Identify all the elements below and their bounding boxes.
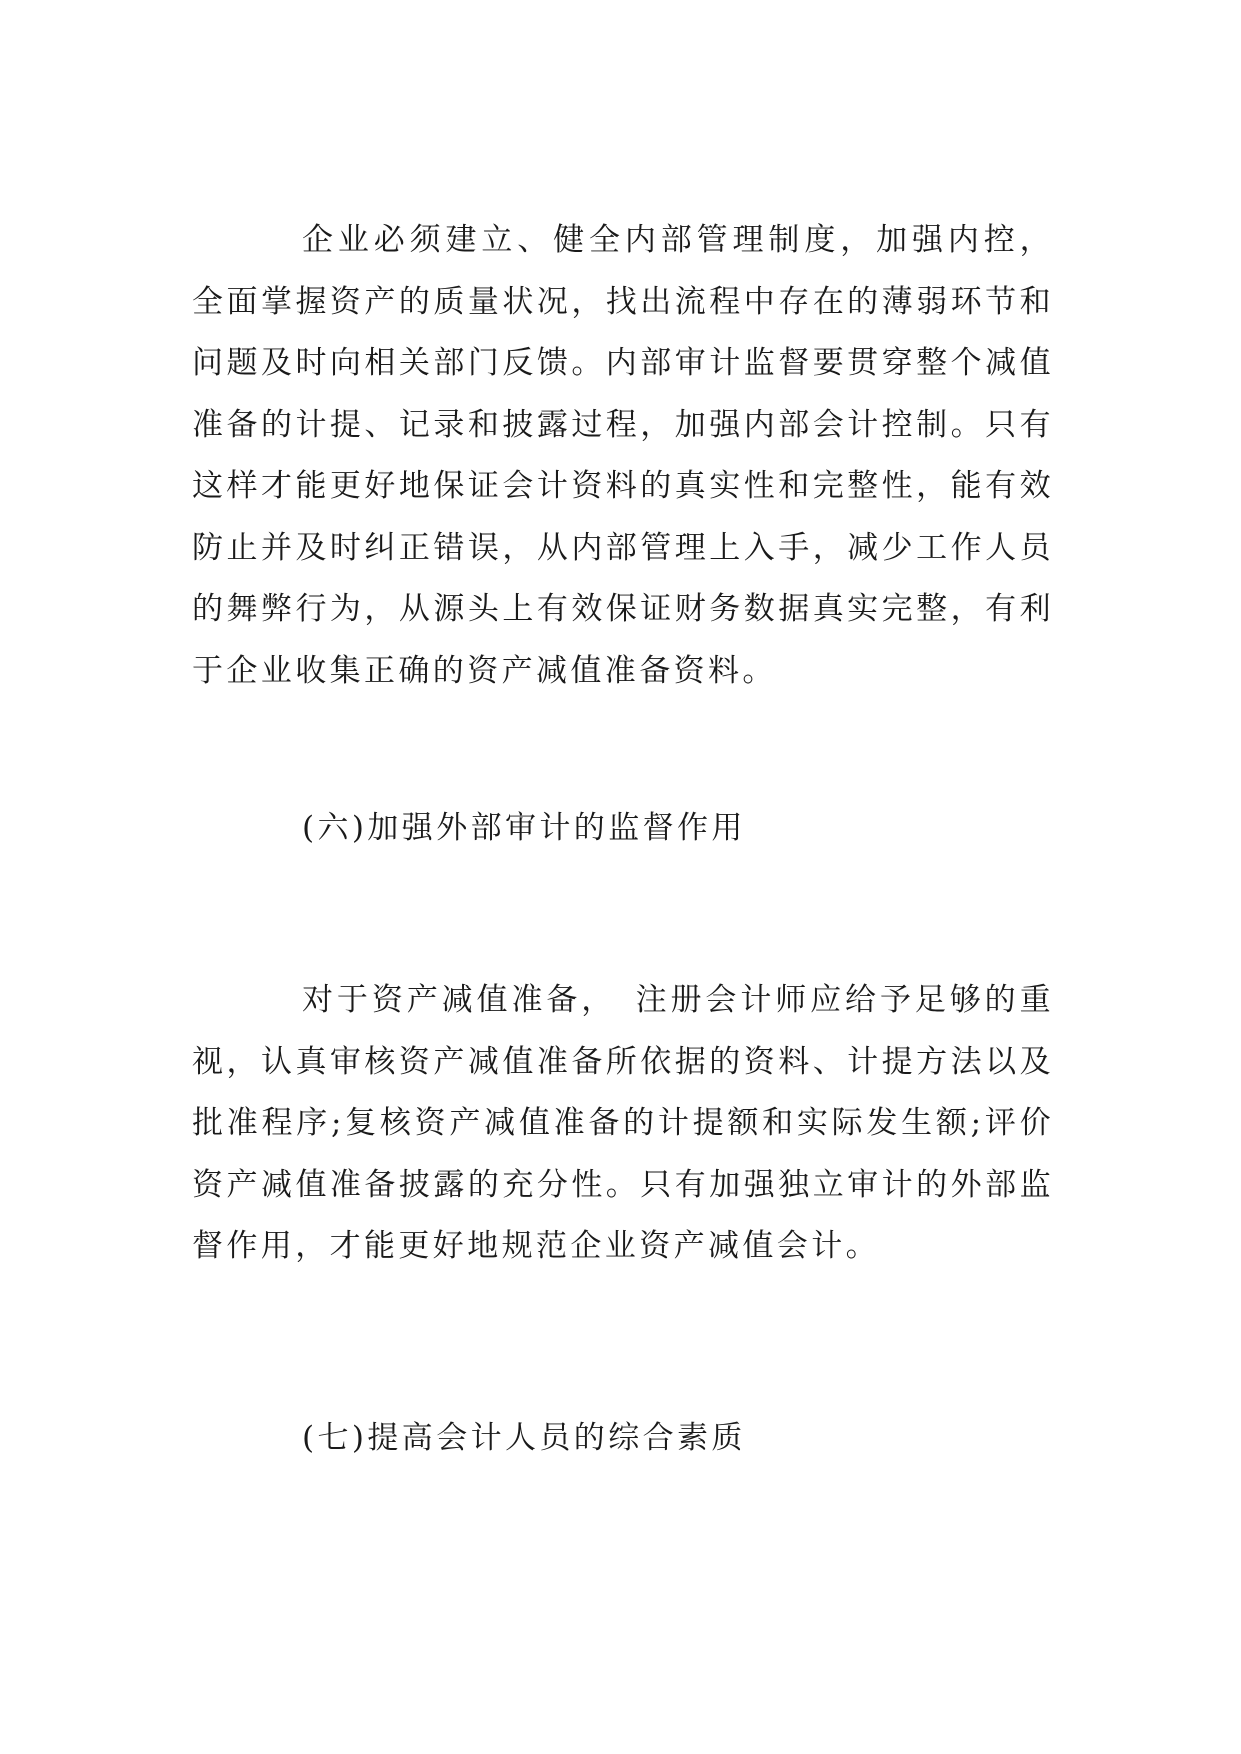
section-heading-accountant-quality: (七)提高会计人员的综合素质	[302, 1420, 746, 1456]
section-heading-external-audit: (六)加强外部审计的监督作用	[302, 810, 746, 846]
body-paragraph-internal-control: 企业必须建立、健全内部管理制度，加强内控，全面掌握资产的质量状况，找出流程中存在的薄弱环节和问题及时向相关部门反馈。内部审计监督要贯穿整个减值准备的计提、记录和披露过程，加强内部会计控制。只有这样才能更好地保证会计资料的真实性和完整性，能有效防止并及时纠正错误，从内部管理上入手，减少工作人员的舞弊行为，从源头上有效保证财务数据真实完整，有利于企业收集正确的资产减值准备资料。	[192, 222, 1054, 689]
body-paragraph-external-audit: 对于资产减值准备， 注册会计师应给予足够的重视，认真审核资产减值准备所依据的资料、计提方法以及批准程序;复核资产减值准备的计提额和实际发生额;评价资产减值准备披露的充分性。只有加强独立审计的外部监督作用，才能更好地规范企业资产减值会计。	[192, 982, 1054, 1264]
